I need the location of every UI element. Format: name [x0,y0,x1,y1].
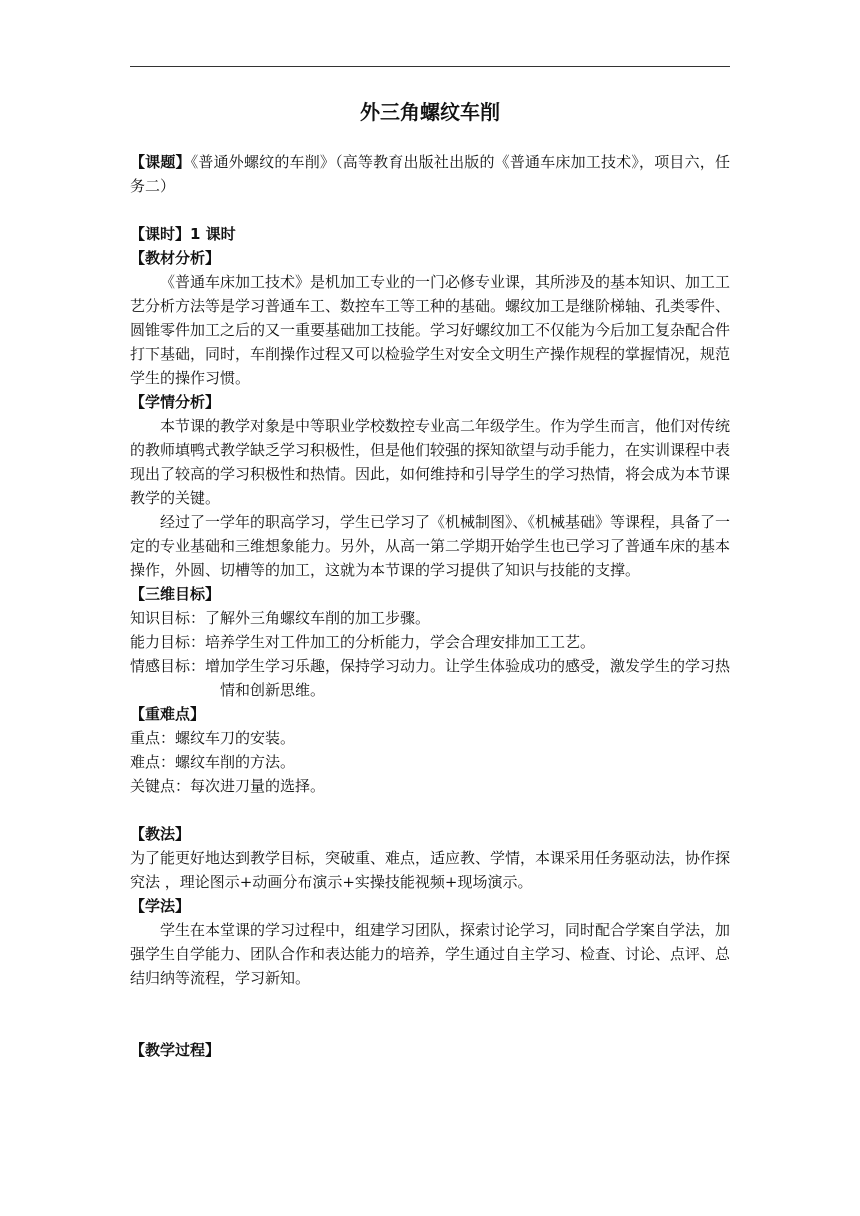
document-body [130,96,730,1062]
material-head: 【教材分析】 [130,249,221,267]
learning-head: 【学法】 [130,897,191,915]
goal-knowledge: 知识目标：了解外三角螺纹车削的加工步骤。 [130,609,431,627]
subject-paragraph [130,150,730,198]
subject-text: 《普通外螺纹的车削》（高等教育出版社出版的《普通车床加工技术》，项目六，任务二） [130,153,730,195]
header-rule [130,66,730,67]
goal-emotion: 情感目标：增加学生学习乐趣，保持学习动力。让学生体验成功的感受，激发学生的学习热情和创新思维。 [130,657,731,699]
learners-paragraph-2: 经过了一学年的职高学习，学生已学习了《机械制图》、《机械基础》等课程，具备了一定的专业基础和三维想象能力。另外，从高一第二学期开始学生也已学习了普通车床的基本操作，外圆、切槽等的加工，这就为本节课的学习提供了知识与技能的支撑。 [130,513,731,579]
material-text: 《普通车床加工技术》是机加工专业的一门必修专业课，其所涉及的基本知识、加工工艺分析方法等是学习普通车工、数控车工等工种的基础。螺纹加工是继阶梯轴、孔类零件、圆锥零件加工之后的又一重要基础加工技能。学习好螺纹加工不仅能为今后加工复杂配合件打下基础，同时，车削操作过程又可以检验学生对安全文明生产操作规程的掌握情况，规范学生的操作习惯。 [130,273,731,387]
period-head: 【课时】 [130,225,191,243]
process-head: 【教学过程】 [130,1041,221,1059]
learners-head: 【学情分析】 [130,393,221,411]
keypoint-difficulty: 难点：螺纹车削的方法。 [130,753,296,771]
method-text: 为了能更好地达到教学目标，突破重、难点，适应教、学情，本课采用任务驱动法，协作探究法 ，理论图示+动画分布演示+实操技能视频+现场演示。 [130,849,731,891]
period-paragraph [130,222,730,246]
goal-ability: 能力目标：培养学生对工件加工的分析能力，学会合理安排加工工艺。 [130,633,596,651]
keypoint-focus: 重点：螺纹车刀的安装。 [130,729,296,747]
page-title: 外三角螺纹车削 [360,100,500,124]
period-text: 1 课时 [190,225,236,243]
keypoint-key: 关键点：每次进刀量的选择。 [130,777,326,795]
method-head: 【教法】 [130,825,191,843]
keypoints-head: 【重难点】 [130,705,206,723]
subject-head: 【课题】 [130,153,191,171]
learning-text: 学生在本堂课的学习过程中，组建学习团队，探索讨论学习，同时配合学案自学法，加强学生自学能力、团队合作和表达能力的培养，学生通过自主学习、检查、讨论、点评、总结归纳等流程，学习新知。 [130,921,731,987]
goals-head: 【三维目标】 [130,585,221,603]
learners-paragraph-1: 本节课的教学对象是中等职业学校数控专业高二年级学生。作为学生而言，他们对传统的教师填鸭式教学缺乏学习积极性，但是他们较强的探知欲望与动手能力，在实训课程中表现出了较高的学习积极性和热情。因此，如何维持和引导学生的学习热情，将会成为本节课教学的关键。 [130,417,731,507]
